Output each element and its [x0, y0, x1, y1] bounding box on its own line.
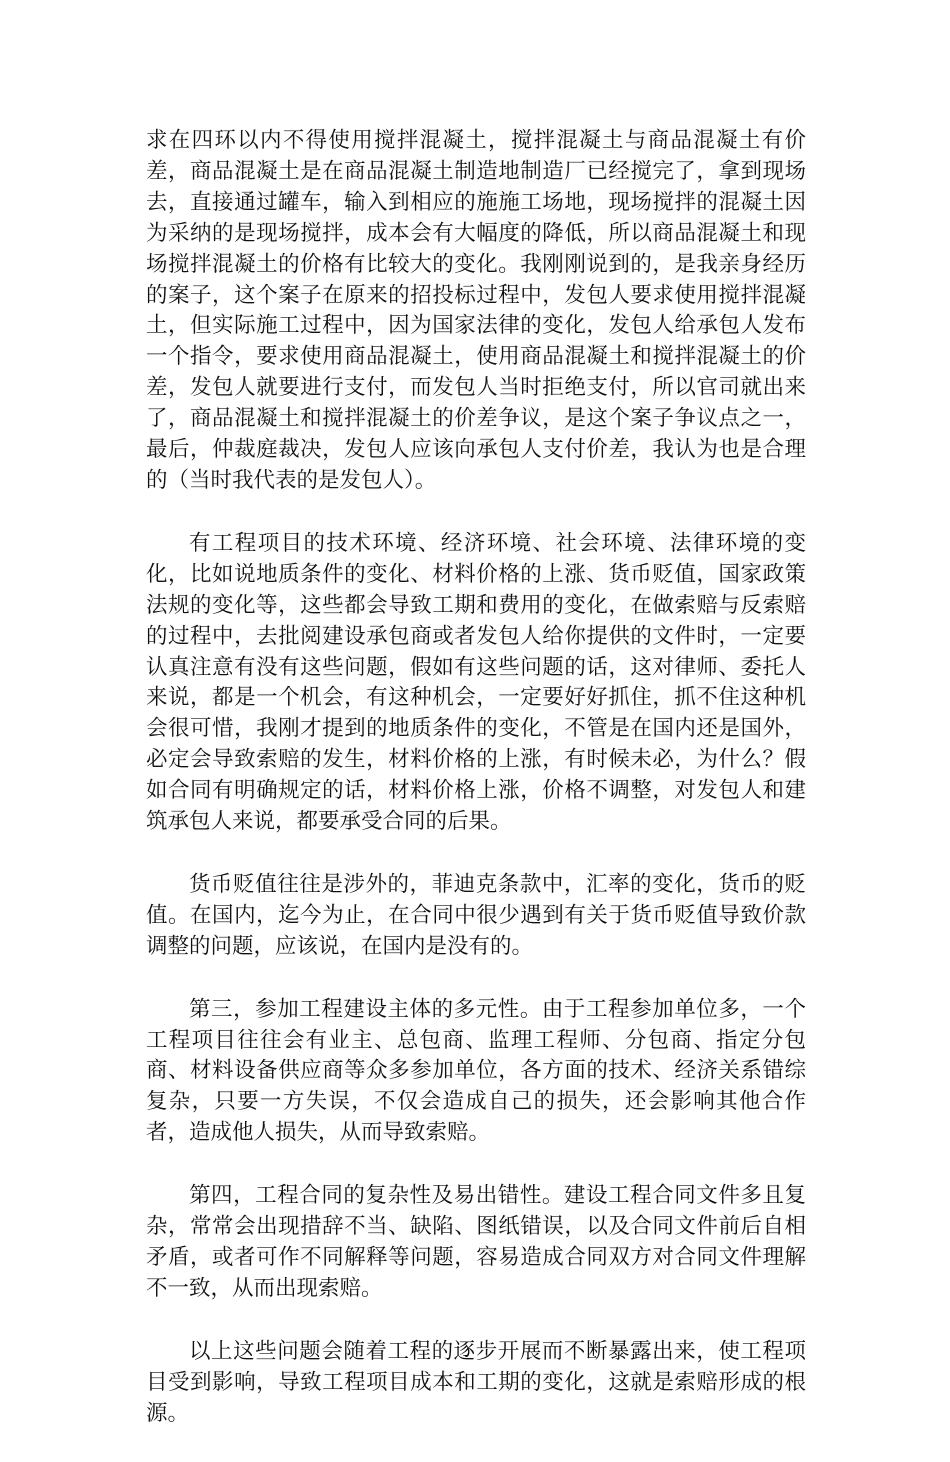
paragraph-3: 货币贬值往往是涉外的，菲迪克条款中，汇率的变化，货币的贬值。在国内，迄今为止，在合同中很少遇到有关于货币贬值导致价款调整的问题，应该说，在国内是没有的。 [146, 871, 806, 959]
paragraph-5: 第四，工程合同的复杂性及易出错性。建设工程合同文件多且复杂，常常会出现措辞不当、缺陷、图纸错误，以及合同文件前后自相矛盾，或者可作不同解释等问题，容易造成合同双方对合同文件理解不一致，从而出现索赔。 [146, 1183, 806, 1301]
paragraph-1: 求在四环以内不得使用搅拌混凝土，搅拌混凝土与商品混凝土有价差，商品混凝土是在商品混凝土制造地制造厂已经搅完了，拿到现场去，直接通过罐车，输入到相应的施施工场地，现场搅拌的混凝土因为采纳的是现场搅拌，成本会有大幅度的降低，所以商品混凝土和现场搅拌混凝土的价格有比较大的变化。我刚刚说到的，是我亲身经历的案子，这个案子在原来的招投标过程中，发包人要求使用搅拌混凝土，但实际施工过程中，因为国家法律的变化，发包人给承包人发布一个指令，要求使用商品混凝土，使用商品混凝土和搅拌混凝土的价差，发包人就要进行支付，而发包人当时拒绝支付，所以官司就出来了，商品混凝土和搅拌混凝土的价差争议，是这个案子争议点之一，最后，仲裁庭裁决，发包人应该向承包人支付价差，我认为也是合理的（当时我代表的是发包人）。 [146, 128, 806, 493]
paragraph-6: 以上这些问题会随着工程的逐步开展而不断暴露出来，使工程项目受到影响，导致工程项目成本和工期的变化，这就是索赔形成的根源。 [146, 1338, 806, 1426]
paragraph-4: 第三，参加工程建设主体的多元性。由于工程参加单位多，一个工程项目往往会有业主、总包商、监理工程师、分包商、指定分包商、材料设备供应商等众多参加单位，各方面的技术、经济关系错综复杂，只要一方失误，不仅会造成自己的损失，还会影响其他合作者，造成他人损失，从而导致索赔。 [146, 996, 806, 1146]
paragraph-2: 有工程项目的技术环境、经济环境、社会环境、法律环境的变化，比如说地质条件的变化、材料价格的上涨、货币贬值，国家政策法规的变化等，这些都会导致工期和费用的变化，在做索赔与反索赔的过程中，去批阅建设承包商或者发包人给你提供的文件时，一定要认真注意有没有这些问题，假如有这些问题的话，这对律师、委托人来说，都是一个机会，有这种机会，一定要好好抓住，抓不住这种机会很可惜，我刚才提到的地质条件的变化，不管是在国内还是国外，必定会导致索赔的发生，材料价格的上涨，有时候未必，为什么？假如合同有明确规定的话，材料价格上涨，价格不调整，对发包人和建筑承包人来说，都要承受合同的后果。 [146, 530, 806, 835]
document-page [146, 126, 806, 1462]
